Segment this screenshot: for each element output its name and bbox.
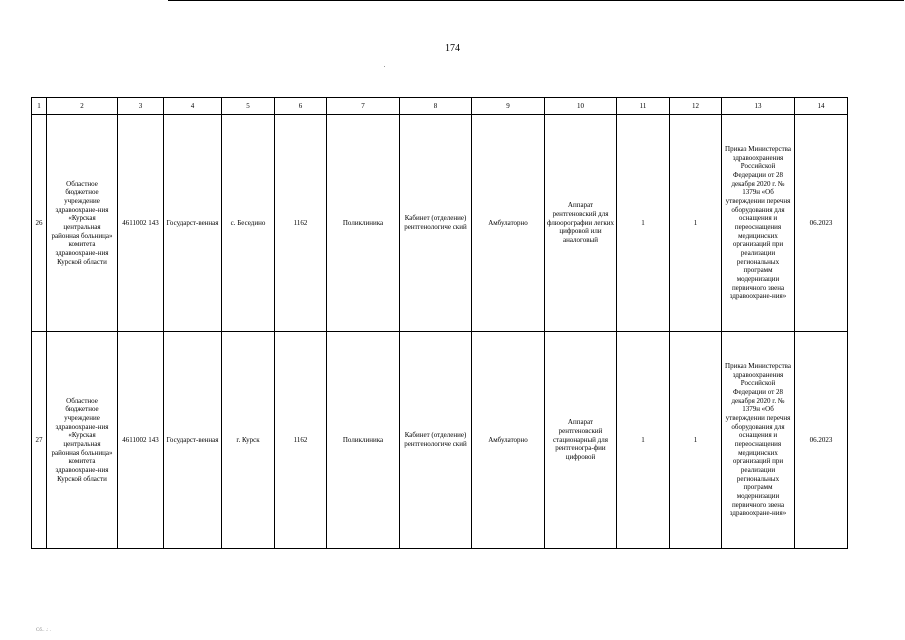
header-cell: 12 xyxy=(670,98,722,115)
top-rule xyxy=(168,0,904,1)
unit-type: Поликлиника xyxy=(327,115,400,332)
footer-mark: Сб.. .: . xyxy=(36,628,51,633)
locality: г. Курск xyxy=(222,332,275,549)
due-date: 06.2023 xyxy=(795,115,848,332)
header-cell: 4 xyxy=(164,98,222,115)
header-cell: 10 xyxy=(545,98,617,115)
locality: с. Беседино xyxy=(222,115,275,332)
table-row xyxy=(32,115,848,332)
header-cell: 14 xyxy=(795,98,848,115)
organization-name: Областное бюджетное учреждение здравоохране-ния «Курская центральная районная больница» комитета здравоохране-ния Курской области xyxy=(47,115,118,332)
due-date: 06.2023 xyxy=(795,332,848,549)
equipment-table xyxy=(31,97,848,549)
quantity-1: 1 xyxy=(617,332,670,549)
organization-name: Областное бюджетное учреждение здравоохране-ния «Курская центральная районная больница» комитета здравоохране-ния Курской области xyxy=(47,332,118,549)
row-number: 27 xyxy=(32,332,47,549)
header-cell: 9 xyxy=(472,98,545,115)
row-number: 26 xyxy=(32,115,47,332)
header-cell: 2 xyxy=(47,98,118,115)
department: Кабинет (отделение) рентгенологиче ский xyxy=(400,115,472,332)
scan-speck xyxy=(384,66,385,67)
care-conditions: Амбулаторно xyxy=(472,115,545,332)
header-cell: 3 xyxy=(118,98,164,115)
quantity-2: 1 xyxy=(670,332,722,549)
inn-code: 4611002 143 xyxy=(118,115,164,332)
table-row xyxy=(32,332,848,549)
header-cell: 11 xyxy=(617,98,670,115)
legal-basis: Приказ Министерства здравоохранения Российской Федерации от 28 декабря 2020 г. № 1379н «Об утверждении перечня оборудования для оснащения и переоснащения медицинских организаций при реализации региональных программ модернизации первичного звена здравоохране-ния» xyxy=(722,115,795,332)
ownership-type: Государст-венная xyxy=(164,332,222,549)
quantity-2: 1 xyxy=(670,115,722,332)
unit-code: 1162 xyxy=(275,332,327,549)
header-cell: 13 xyxy=(722,98,795,115)
department: Кабинет (отделение) рентгенологиче ский xyxy=(400,332,472,549)
header-cell: 5 xyxy=(222,98,275,115)
legal-basis: Приказ Министерства здравоохранения Российской Федерации от 28 декабря 2020 г. № 1379н «Об утверждении перечня оборудования для оснащения и переоснащения медицинских организаций при реализации региональных программ модернизации первичного звена здравоохране-ния» xyxy=(722,332,795,549)
unit-code: 1162 xyxy=(275,115,327,332)
header-row xyxy=(32,98,848,115)
page-number: 174 xyxy=(445,43,460,54)
header-cell: 7 xyxy=(327,98,400,115)
ownership-type: Государст-венная xyxy=(164,115,222,332)
inn-code: 4611002 143 xyxy=(118,332,164,549)
equipment-name: Аппарат рентгеновский для флюорографии легких цифровой или аналоговый xyxy=(545,115,617,332)
care-conditions: Амбулаторно xyxy=(472,332,545,549)
header-cell: 1 xyxy=(32,98,47,115)
header-cell: 8 xyxy=(400,98,472,115)
unit-type: Поликлиника xyxy=(327,332,400,549)
equipment-name: Аппарат рентгеновский стационарный для рентгеногра-фии цифровой xyxy=(545,332,617,549)
header-cell: 6 xyxy=(275,98,327,115)
quantity-1: 1 xyxy=(617,115,670,332)
